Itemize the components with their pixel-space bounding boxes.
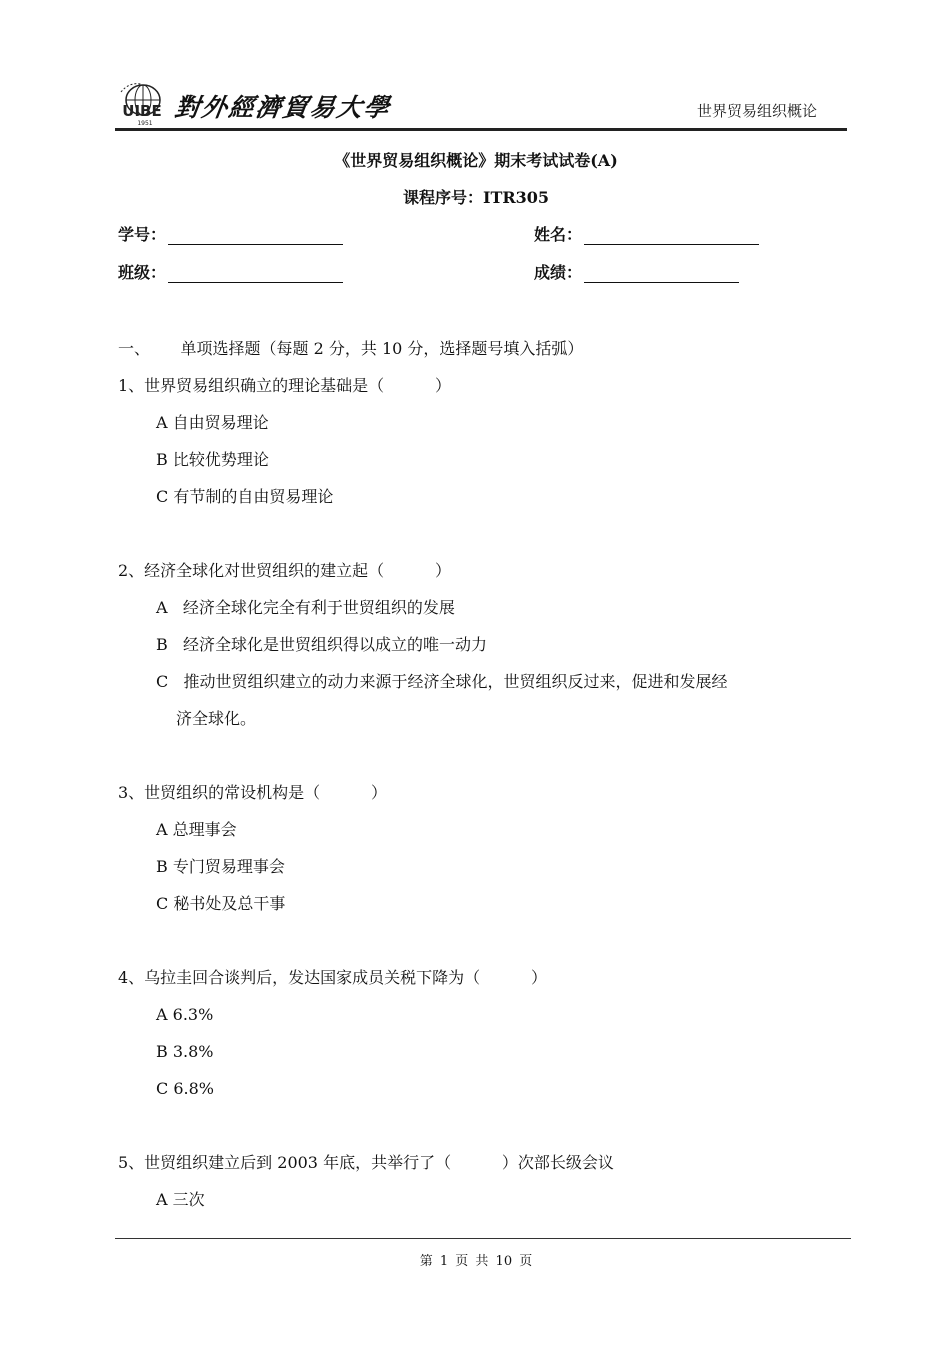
class-blank[interactable]: [168, 266, 343, 283]
section-heading: 一、 单项选择题（每题 2 分，共 10 分，选择题号填入括弧）: [118, 339, 584, 358]
student-id-blank[interactable]: [168, 228, 343, 245]
question-5: 5、世贸组织建立后到 2003 年底，共举行了（ ）次部长级会议: [118, 1153, 614, 1172]
q2-option-c-continued: 济全球化。: [176, 709, 257, 728]
q2-option-c: C 推动世贸组织建立的动力来源于经济全球化，世贸组织反过来，促进和发展经: [156, 672, 728, 691]
class-field: [118, 260, 343, 283]
question-2: 2、经济全球化对世贸组织的建立起（ ）: [118, 561, 452, 580]
q3-option-a: A 总理事会: [156, 820, 237, 839]
student-id-field: [118, 222, 343, 245]
page-number: 第 1 页 共 10 页: [419, 1254, 533, 1269]
q5-option-a: A 三次: [156, 1190, 205, 1209]
q3-option-c: C 秘书处及总干事: [156, 894, 286, 913]
q1-option-a: A 自由贸易理论: [156, 413, 269, 432]
q4-option-a: A 6.3%: [156, 1005, 214, 1024]
university-name: 對外經濟貿易大學: [172, 93, 393, 122]
logo-letters: UIBE: [122, 102, 162, 120]
score-label: 成绩：: [534, 263, 583, 282]
header-course-name: 世界贸易组织概论: [696, 102, 817, 120]
class-label: 班级：: [118, 263, 167, 282]
score-field: [534, 260, 739, 283]
exam-title: 《世界贸易组织概论》期末考试试卷(A): [334, 151, 618, 170]
name-field: [534, 222, 759, 245]
student-id-label: 学号：: [118, 225, 167, 244]
name-label: 姓名：: [534, 225, 583, 244]
q1-option-c: C 有节制的自由贸易理论: [156, 487, 334, 506]
question-3: 3、世贸组织的常设机构是（ ）: [118, 783, 388, 802]
logo-year: 1951: [137, 120, 153, 127]
header-divider: [115, 128, 847, 131]
question-4: 4、乌拉圭回合谈判后，发达国家成员关税下降为（ ）: [118, 968, 548, 987]
footer-divider: [115, 1238, 851, 1239]
university-logo-icon: [115, 78, 169, 128]
page-header: [115, 78, 847, 130]
q3-option-b: B 专门贸易理事会: [156, 857, 285, 876]
question-list: [118, 330, 858, 1218]
q2-option-a: A 经济全球化完全有利于世贸组织的发展: [156, 598, 455, 617]
name-blank[interactable]: [584, 228, 759, 245]
q2-option-b: B 经济全球化是世贸组织得以成立的唯一动力: [156, 635, 488, 654]
course-code: 课程序号：ITR305: [402, 188, 550, 207]
q4-option-b: B 3.8%: [156, 1042, 214, 1061]
q1-option-b: B 比较优势理论: [156, 450, 269, 469]
q4-option-c: C 6.8%: [156, 1079, 214, 1098]
score-blank[interactable]: [584, 266, 739, 283]
question-1: 1、世界贸易组织确立的理论基础是（ ）: [118, 376, 452, 395]
